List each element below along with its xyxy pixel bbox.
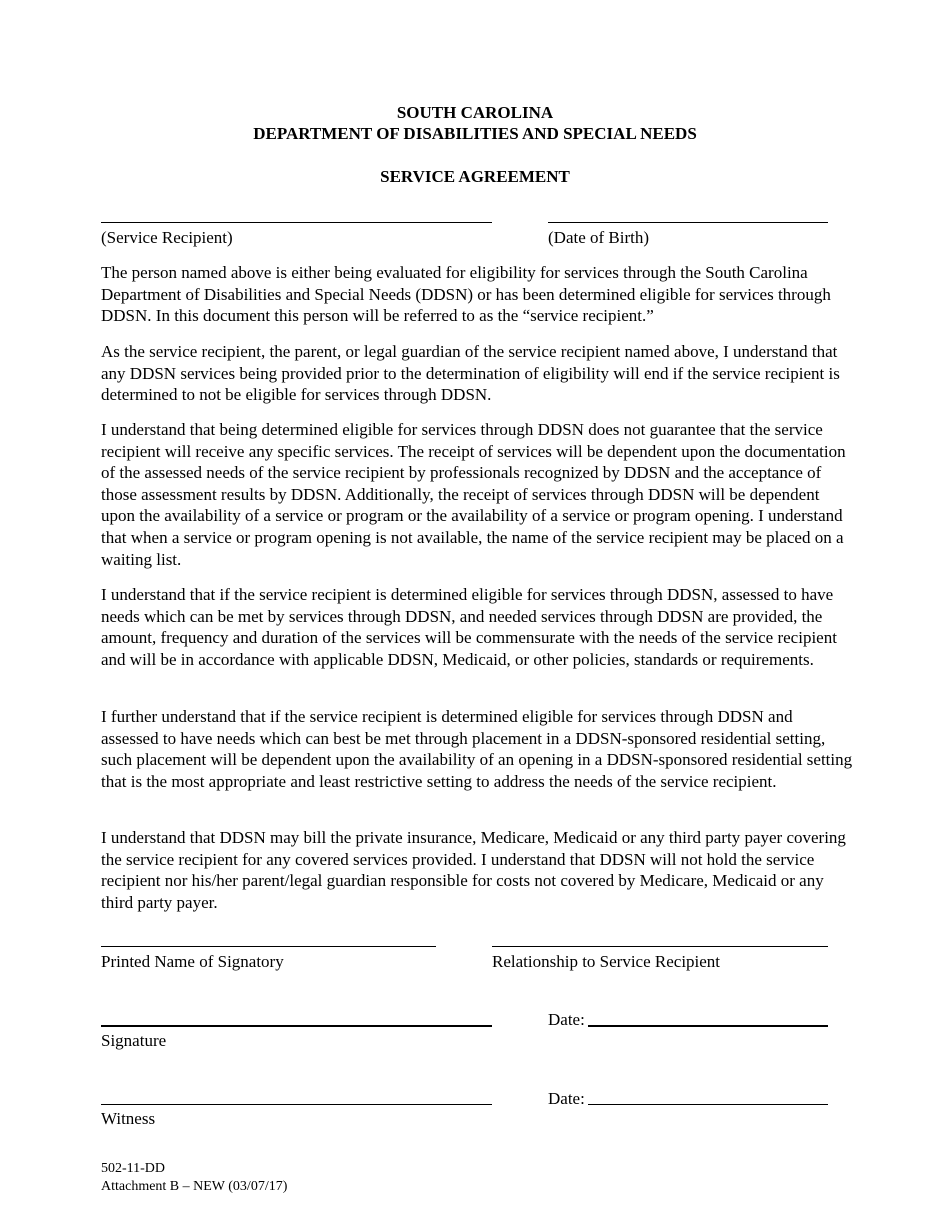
- paragraph-4: I understand that if the service recipient is determined eligible for services through DDSN, assessed to have needs which can be met by services through DDSN, and needed services through DDSN are provided, the amount, frequency and duration of the services will be commensurate with the needs of the service recipient and will be in accordance with applicable DDSN, Medicaid, or other policies, standards or requirements.: [101, 585, 837, 669]
- witness-date-line[interactable]: [588, 1104, 828, 1105]
- signature-line[interactable]: [101, 1025, 492, 1027]
- paragraph-6: I understand that DDSN may bill the private insurance, Medicare, Medicaid or any third party payer covering the service recipient for any covered services provided. I understand that DDSN will not hold the service recipient nor his/her parent/legal guardian responsible for costs not covered by Medicare, Medicaid or any third party payer.: [101, 828, 846, 912]
- paragraph-2: As the service recipient, the parent, or legal guardian of the service recipient named above, I understand that any DDSN services being provided prior to the determination of eligibility will end if the service recipient is determined to not be eligible for services through DDSN.: [101, 342, 840, 405]
- form-number: 502-11-DD: [101, 1161, 166, 1176]
- paragraph-5: I further understand that if the service recipient is determined eligible for services through DDSN and assessed to have needs which can best be met through placement in a DDSN-sponsored residential setting, such placement will be dependent upon the availability of an opening in a DDSN-sponsored residential setting that is the most appropriate and least restrictive setting to address the needs of the service recipient.: [101, 707, 853, 791]
- paragraph-3: I understand that being determined eligible for services through DDSN does not guarantee that the service recipient will receive any specific services. The receipt of services will be dependent upon the documentation of the assessed needs of the service recipient by professionals recognized by DDSN and the acceptance of those assessment results by DDSN. Additionally, the receipt of services through DDSN will be dependent upon the availability of a service or program or the availability of a service or program opening. I understand that when a service or program opening is not available, the name of the service recipient may be placed on a waiting list.: [101, 420, 846, 569]
- printed-name-line[interactable]: [101, 946, 436, 947]
- signature-date-label: Date:: [548, 1010, 585, 1029]
- document-title: SERVICE AGREEMENT: [380, 167, 570, 186]
- relationship-line[interactable]: [492, 946, 828, 947]
- header-state: SOUTH CAROLINA: [396, 103, 554, 122]
- signature-date-line[interactable]: [588, 1025, 828, 1027]
- signature-label: Signature: [101, 1031, 167, 1050]
- header-department: DEPARTMENT OF DISABILITIES AND SPECIAL NEEDS: [253, 124, 697, 143]
- witness-line[interactable]: [101, 1104, 492, 1105]
- witness-date-label: Date:: [548, 1089, 585, 1108]
- date-of-birth-label: (Date of Birth): [548, 228, 650, 247]
- attachment-label: Attachment B – NEW (03/07/17): [101, 1179, 288, 1194]
- relationship-label: Relationship to Service Recipient: [492, 952, 721, 971]
- witness-label: Witness: [101, 1109, 156, 1128]
- date-of-birth-line[interactable]: [548, 222, 828, 223]
- paragraph-1: The person named above is either being evaluated for eligibility for services through the South Carolina Department of Disabilities and Special Needs (DDSN) or has been determined eligible for services through DDSN. In this document this person will be referred to as the “service recipient.”: [101, 263, 831, 326]
- service-recipient-label: (Service Recipient): [101, 228, 233, 247]
- service-recipient-line[interactable]: [101, 222, 492, 223]
- printed-name-label: Printed Name of Signatory: [101, 952, 284, 971]
